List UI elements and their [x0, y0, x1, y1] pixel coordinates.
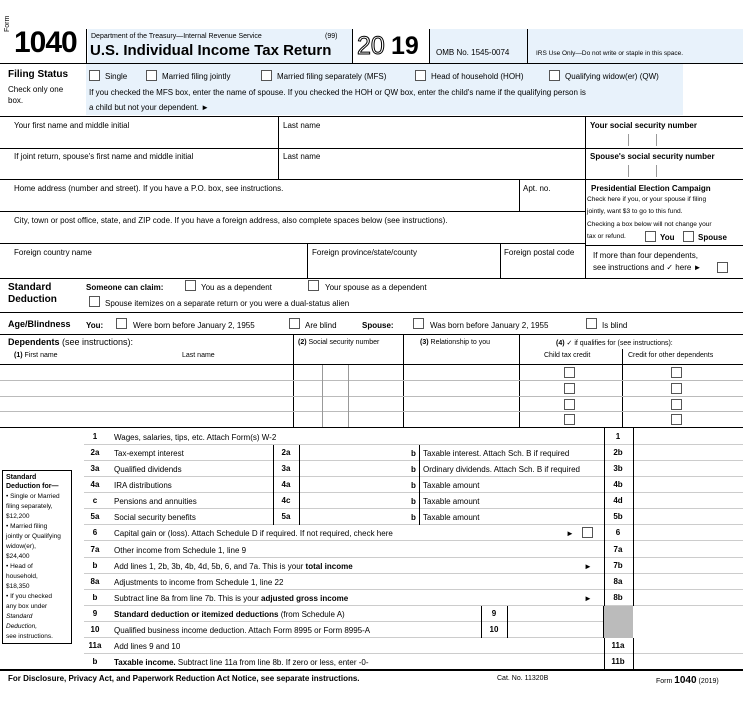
first-name-input[interactable] — [0, 131, 743, 147]
line-number: c — [92, 496, 98, 505]
dependent-row[interactable] — [0, 412, 743, 427]
standard-deduction-heading-1: Standard — [8, 282, 52, 293]
dependent-row[interactable] — [0, 381, 743, 396]
other-dependents-credit-checkbox[interactable] — [671, 414, 682, 425]
line-mid-number: 4a — [281, 480, 291, 489]
dependents-heading — [8, 337, 133, 347]
line-description-bold: adjusted gross income — [261, 594, 349, 603]
age-spouse-label: Spouse: — [362, 321, 394, 330]
filing-status-sub: Check only one box. — [8, 85, 64, 105]
shaded-cell — [604, 606, 633, 638]
sidebar-item: household, — [6, 573, 38, 580]
line-description-text: IRA distributions — [114, 481, 172, 490]
line-amount-input[interactable] — [634, 590, 743, 606]
four-dependents-text-2: see instructions and ✓ here ► — [593, 263, 702, 272]
filing-status-note-2: a child but not your dependent. ► — [89, 103, 209, 112]
line-description — [114, 433, 276, 442]
blank-cell — [633, 606, 743, 638]
head-of-household-checkbox[interactable] — [415, 70, 426, 81]
line-b-description: Taxable interest. Attach Sch. B if required — [423, 449, 570, 458]
line-description — [114, 481, 172, 490]
line-number: b — [92, 657, 98, 666]
line-b-letter: b — [411, 481, 416, 490]
line-b-description: Taxable amount — [423, 481, 480, 490]
line-number: 8a — [90, 577, 100, 586]
sidebar-item: $12,200 — [6, 513, 30, 520]
sidebar-item: Standard — [6, 613, 33, 620]
line-amount-input[interactable] — [634, 477, 743, 493]
you-blind-label: Are blind — [305, 321, 337, 330]
line-number: 1 — [92, 432, 98, 441]
qualifying-widow-label: Qualifying widow(er) (QW) — [565, 72, 659, 81]
other-dependents-credit-checkbox[interactable] — [671, 399, 682, 410]
dependents-heading-rest: (see instructions): — [59, 337, 134, 347]
line-description — [114, 529, 393, 538]
line-b-letter: b — [411, 513, 416, 522]
first-name-label: Your first name and middle initial — [14, 121, 130, 130]
line-amount-input[interactable] — [634, 574, 743, 590]
dependents-heading-bold: Dependents — [8, 337, 60, 347]
footer-form-label: Form — [656, 678, 673, 685]
standard-deduction-heading-2: Deduction — [8, 294, 57, 305]
apt-no-label: Apt. no. — [523, 184, 551, 193]
line-description-bold: Standard deduction or itemized deductions — [114, 610, 279, 619]
ssn-label: Your social security number — [590, 121, 697, 130]
line-amount-input[interactable] — [634, 493, 743, 509]
dep-col1b-header: Last name — [182, 352, 215, 359]
spouse-born-before-label: Was born before January 2, 1955 — [430, 321, 549, 330]
child-tax-credit-checkbox[interactable] — [564, 399, 575, 410]
sidebar-item: • Single or Married — [6, 493, 60, 500]
line-mid-number: 4c — [281, 496, 291, 505]
line-box-number: 1 — [615, 432, 621, 441]
dep-col1-label: First name — [24, 352, 58, 359]
year-outline: 20 — [357, 32, 385, 60]
line-description-text: Social security benefits — [114, 513, 196, 522]
line-description-text: Subtract line 11a from line 8b. If zero or less, enter -0- — [175, 658, 369, 667]
spouse-blind-label: Is blind — [602, 321, 628, 330]
sidebar-item: • Head of — [6, 563, 33, 570]
line-amount-input[interactable] — [634, 638, 743, 654]
irs-use-only: IRS Use Only—Do not write or staple in this space. — [536, 50, 684, 57]
line-mid-input[interactable] — [508, 622, 604, 638]
single-checkbox[interactable] — [89, 70, 100, 81]
foreign-province-label: Foreign province/state/county — [312, 248, 417, 257]
married-separately-label: Married filing separately (MFS) — [277, 72, 387, 81]
line-description — [114, 578, 283, 587]
child-tax-credit-checkbox[interactable] — [564, 383, 575, 394]
spouse-dependent-label: Your spouse as a dependent — [325, 283, 427, 292]
foreign-postal-label: Foreign postal code — [504, 248, 575, 257]
line-box-number: 2b — [613, 448, 623, 457]
sidebar-item: $18,350 — [6, 583, 30, 590]
sidebar-item: any box under — [6, 603, 48, 610]
line-box-number: 4d — [613, 496, 623, 505]
line-description — [114, 562, 353, 571]
dependent-row[interactable] — [0, 397, 743, 412]
dependent-row[interactable] — [0, 365, 743, 380]
single-label: Single — [105, 72, 128, 81]
line-amount-input[interactable] — [634, 509, 743, 525]
you-born-before-checkbox[interactable] — [116, 318, 127, 329]
dep-col2-header — [298, 339, 379, 346]
line-box-number: 8b — [613, 593, 623, 602]
line-description — [114, 626, 370, 635]
line-amount-input[interactable] — [634, 542, 743, 558]
line-description-text: (from Schedule A) — [278, 610, 345, 619]
line-description-text: Add lines 9 and 10 — [114, 642, 181, 651]
line-description-bold: total income — [305, 562, 353, 571]
you-blind-checkbox[interactable] — [289, 318, 300, 329]
line-description-text: Adjustments to income from Schedule 1, line 22 — [114, 578, 284, 587]
filing-status-note-1: If you checked the MFS box, enter the name of spouse. If you checked the HOH or QW box, enter the child's name if the qualifying person is — [89, 88, 586, 97]
sidebar-title-1: Standard — [6, 474, 37, 481]
line-mid-number: 9 — [491, 609, 497, 618]
line-number: 9 — [92, 609, 98, 618]
sidebar-item: $24,400 — [6, 553, 30, 560]
dep-col1-num: (1) — [14, 352, 23, 359]
married-jointly-label: Married filing jointly — [162, 72, 231, 81]
line-box-number: 8a — [613, 577, 623, 586]
line-description-text: Qualified dividends — [114, 465, 182, 474]
line-mid-input[interactable] — [300, 461, 420, 477]
spouse-ssn-label: Spouse's social security number — [590, 152, 715, 161]
line-description — [114, 497, 197, 506]
sidebar-item: see instructions. — [6, 633, 53, 640]
line-description — [114, 642, 180, 651]
spouse-dependent-checkbox[interactable] — [308, 280, 319, 291]
line-description-bold: Taxable income. — [114, 658, 176, 667]
form-title: U.S. Individual Income Tax Return — [90, 42, 332, 59]
line-number: 5a — [90, 512, 100, 521]
line-number: 3a — [90, 464, 100, 473]
child-tax-credit-checkbox[interactable] — [564, 367, 575, 378]
line-description-text: Other income from Schedule 1, line 9 — [114, 546, 247, 555]
line-box-number: 7a — [613, 545, 623, 554]
pec-text-3: Checking a box below will not change your — [587, 221, 712, 228]
omb-number: OMB No. 1545-0074 — [436, 48, 510, 57]
footer-form-year: (2019) — [698, 678, 719, 685]
std-deduction-sidebar — [2, 470, 72, 644]
qualifying-widow-checkbox[interactable] — [549, 70, 560, 81]
pec-you-checkbox[interactable] — [645, 231, 656, 242]
line-box-number: 7b — [613, 561, 623, 570]
line-description — [114, 465, 182, 474]
sidebar-title-2: Deduction for— — [6, 483, 59, 490]
footer-form — [656, 675, 719, 686]
pec-title: Presidential Election Campaign — [591, 184, 711, 193]
line-number: b — [92, 561, 98, 570]
child-tax-credit-checkbox[interactable] — [564, 414, 575, 425]
spouse-last-name-label: Last name — [283, 152, 321, 161]
dep-col4-label: ✓ if qualifies for (see instructions): — [566, 340, 673, 347]
capital-gain-checkbox[interactable] — [582, 527, 593, 538]
line-amount-input[interactable] — [634, 558, 743, 574]
dep-col4a-header: Child tax credit — [544, 352, 591, 359]
sidebar-item: • Married filing — [6, 523, 48, 530]
line-description-text: Add lines 1, 2b, 3b, 4b, 4d, 5b, 6, and 7a. This is your — [114, 562, 306, 571]
spouse-first-name-label: If joint return, spouse's first name and middle initial — [14, 152, 194, 161]
line-box-number: 4b — [613, 480, 623, 489]
line-number: 4a — [90, 480, 100, 489]
line-number: 2a — [90, 448, 100, 457]
footer-cat-no: Cat. No. 11320B — [497, 675, 549, 682]
line-b-description: Taxable amount — [423, 513, 480, 522]
line-mid-number: 2a — [281, 448, 291, 457]
line-number: 11a — [88, 641, 102, 650]
dep-col3-header — [420, 339, 490, 346]
head-of-household-label: Head of household (HOH) — [431, 72, 524, 81]
line-description — [114, 546, 246, 555]
other-dependents-credit-checkbox[interactable] — [671, 367, 682, 378]
you-dependent-checkbox[interactable] — [185, 280, 196, 291]
line-description — [114, 610, 345, 619]
line-amount-input[interactable] — [634, 461, 743, 477]
other-dependents-credit-checkbox[interactable] — [671, 383, 682, 394]
sidebar-item: widow(er), — [6, 543, 36, 550]
age-blindness-heading: Age/Blindness — [8, 319, 71, 329]
you-dependent-label: You as a dependent — [201, 283, 272, 292]
you-born-before-label: Were born before January 2, 1955 — [133, 321, 255, 330]
footer-notice: For Disclosure, Privacy Act, and Paperwork Reduction Act Notice, see separate instructions. — [8, 674, 360, 683]
dep-col2-label: Social security number — [308, 339, 380, 346]
line-mid-input[interactable] — [300, 445, 420, 461]
last-name-label: Last name — [283, 121, 321, 130]
line-box-number: 5b — [613, 512, 623, 521]
department-label: Department of the Treasury—Internal Revenue Service — [91, 33, 262, 40]
form-number: 1040 — [14, 26, 77, 59]
sidebar-item: filing separately, — [6, 503, 53, 510]
line-box-number: 3b — [613, 464, 623, 473]
line-mid-number: 10 — [489, 625, 499, 634]
filing-status-heading: Filing Status — [8, 69, 68, 80]
line-description-text: Qualified business income deduction. Attach Form 8995 or Form 8995-A — [114, 626, 371, 635]
line-mid-input[interactable] — [300, 477, 420, 493]
line-b-letter: b — [411, 497, 416, 506]
line-description-text: Wages, salaries, tips, etc. Attach Form(s) W-2 — [114, 433, 277, 442]
line-b-description: Ordinary dividends. Attach Sch. B if required — [423, 465, 580, 474]
dep-col4-header — [556, 339, 673, 347]
sidebar-item: • If you checked — [6, 593, 52, 600]
line-description — [114, 449, 184, 458]
line-number: b — [92, 593, 98, 602]
line-mid-number: 3a — [281, 464, 291, 473]
line6-arrow: ► — [566, 529, 574, 538]
dep-col2-num: (2) — [298, 339, 307, 346]
pec-text-2: jointly, want $3 to go to this fund. — [587, 208, 683, 215]
spouse-itemizes-label: Spouse itemizes on a separate return or you were a dual-status alien — [105, 299, 350, 308]
year-box — [352, 29, 430, 63]
foreign-country-label: Foreign country name — [14, 248, 92, 257]
line-description — [114, 658, 368, 667]
spouse-born-before-checkbox[interactable] — [413, 318, 424, 329]
line-box-number: 11a — [611, 641, 625, 650]
line7b-arrow: ► — [584, 562, 592, 571]
line-mid-number: 5a — [281, 512, 291, 521]
married-separately-checkbox[interactable] — [261, 70, 272, 81]
four-dependents-checkbox[interactable] — [717, 262, 728, 273]
line-mid-input[interactable] — [300, 493, 420, 509]
pec-spouse-checkbox[interactable] — [683, 231, 694, 242]
sidebar-item: Deduction, — [6, 623, 38, 630]
line8b-arrow: ► — [584, 594, 592, 603]
city-label: City, town or post office, state, and ZIP code. If you have a foreign address, also complete spaces below (see instructions). — [14, 216, 448, 225]
dep-col4-num: (4) — [556, 340, 565, 347]
pec-you-label: You — [660, 233, 675, 242]
spouse-itemizes-checkbox[interactable] — [89, 296, 100, 307]
someone-can-claim-label: Someone can claim: — [86, 283, 164, 292]
pec-text-4: tax or refund. — [587, 233, 626, 240]
line-b-description: Taxable amount — [423, 497, 480, 506]
dep-col3-num: (3) — [420, 339, 429, 346]
line-description-text: Tax-exempt interest — [114, 449, 184, 458]
line-amount-input[interactable] — [634, 429, 743, 445]
sidebar-item: jointly or Qualifying — [6, 533, 61, 540]
dep-col3-label: Relationship to you — [430, 339, 491, 346]
spouse-name-input[interactable] — [0, 162, 743, 178]
line-description — [114, 513, 196, 522]
married-jointly-checkbox[interactable] — [146, 70, 157, 81]
form-vertical-label: Form — [4, 15, 11, 32]
spouse-blind-checkbox[interactable] — [586, 318, 597, 329]
line-mid-input[interactable] — [300, 509, 420, 525]
pec-text-1: Check here if you, or your spouse if filing — [587, 196, 707, 203]
line-mid-input[interactable] — [508, 606, 604, 622]
line-amount-input[interactable] — [634, 654, 743, 670]
line-amount-input[interactable] — [634, 445, 743, 461]
four-dependents-text-1: If more than four dependents, — [593, 251, 698, 260]
line-amount-input[interactable] — [634, 525, 743, 541]
dep-col1-header — [14, 352, 58, 359]
line-box-number: 6 — [615, 528, 621, 537]
pec-spouse-label: Spouse — [698, 233, 727, 242]
line-number: 10 — [90, 625, 100, 634]
line-number: 7a — [90, 545, 100, 554]
line-description-text: Capital gain or (loss). Attach Schedule D if required. If not required, check here — [114, 529, 393, 538]
line-b-letter: b — [411, 449, 416, 458]
age-you-label: You: — [86, 321, 104, 330]
line-number: 6 — [92, 528, 98, 537]
form-code: (99) — [325, 33, 338, 40]
line-description — [114, 594, 348, 603]
line-description-text: Pensions and annuities — [114, 497, 197, 506]
dep-col4b-header: Credit for other dependents — [628, 352, 714, 359]
year-bold: 19 — [391, 32, 419, 60]
line-box-number: 11b — [611, 657, 625, 666]
home-address-label: Home address (number and street). If you have a P.O. box, see instructions. — [14, 184, 284, 193]
line-description-text: Subtract line 8a from line 7b. This is your — [114, 594, 262, 603]
line-b-letter: b — [411, 465, 416, 474]
footer-form-number: 1040 — [674, 675, 697, 686]
